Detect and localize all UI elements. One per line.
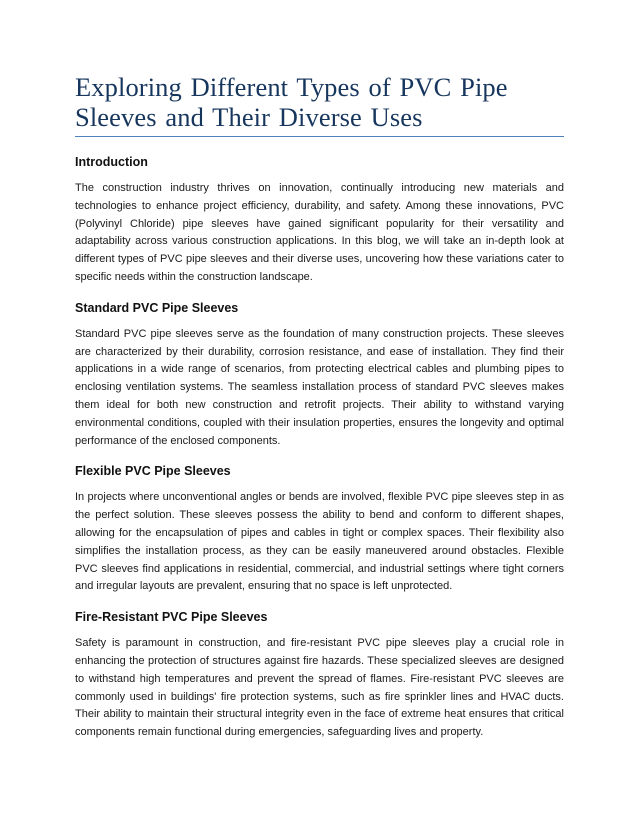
section-paragraph-standard: Standard PVC pipe sleeves serve as the foundation of many construction projects. These sleeves are characterized by their durability, corrosion resistance, and ease of installation. They find their applications in a wide range of scenarios, from protecting electrical cables and plumbing pipes to enclosing ventilation systems. The seamless installation process of standard PVC sleeves makes them ideal for both new construction and retrofit projects. Their ability to withstand varying environmental conditions, coupled with their insulation properties, ensures the longevity and optimal performance of the enclosed components. — [75, 327, 564, 447]
section-paragraph-introduction: The construction industry thrives on innovation, continually introducing new materials and technologies to enhance project efficiency, durability, and safety. Among these innovations, PVC (Polyvinyl Chloride) pipe sleeves have gained significant popularity for their versatility and adaptability across various construction applications. In this blog, we will take an in-depth look at different types of PVC pipe sleeves and their diverse uses, uncovering how these variations cater to specific needs within the construction landscape. — [75, 182, 564, 283]
document-title: Exploring Different Types of PVC Pipe Sleeves and Their Diverse Uses — [75, 72, 564, 137]
section-heading-fire-resistant: Fire-Resistant PVC Pipe Sleeves — [75, 610, 268, 625]
document-page — [75, 72, 564, 742]
section-heading-standard: Standard PVC Pipe Sleeves — [75, 300, 239, 315]
section-heading-introduction: Introduction — [75, 155, 148, 169]
section-paragraph-fire-resistant: Safety is paramount in construction, and fire-resistant PVC pipe sleeves play a crucial role in enhancing the protection of structures against fire hazards. These specialized sleeves are designed to withstand high temperatures and prevent the spread of flames. Fire-resistant PVC sleeves are commonly used in buildings' fire protection systems, such as fire sprinkler lines and HVAC ducts. Their ability to maintain their structural integrity even in the face of extreme heat ensures that critical components remain functional during emergencies, safeguarding lives and property. — [75, 637, 564, 739]
section-heading-flexible: Flexible PVC Pipe Sleeves — [75, 464, 231, 479]
section-paragraph-flexible: In projects where unconventional angles or bends are involved, flexible PVC pipe sleeves step in as the perfect solution. These sleeves possess the ability to bend and conform to different shapes, allowing for the encapsulation of pipes and cables in tight or complex spaces. Their flexibility also simplifies the installation process, as they can be easily maneuvered around obstacles. Flexible PVC sleeves find applications in residential, commercial, and industrial settings where tight corners and irregular layouts are prevalent, ensuring that no space is left unprotected. — [75, 491, 564, 593]
